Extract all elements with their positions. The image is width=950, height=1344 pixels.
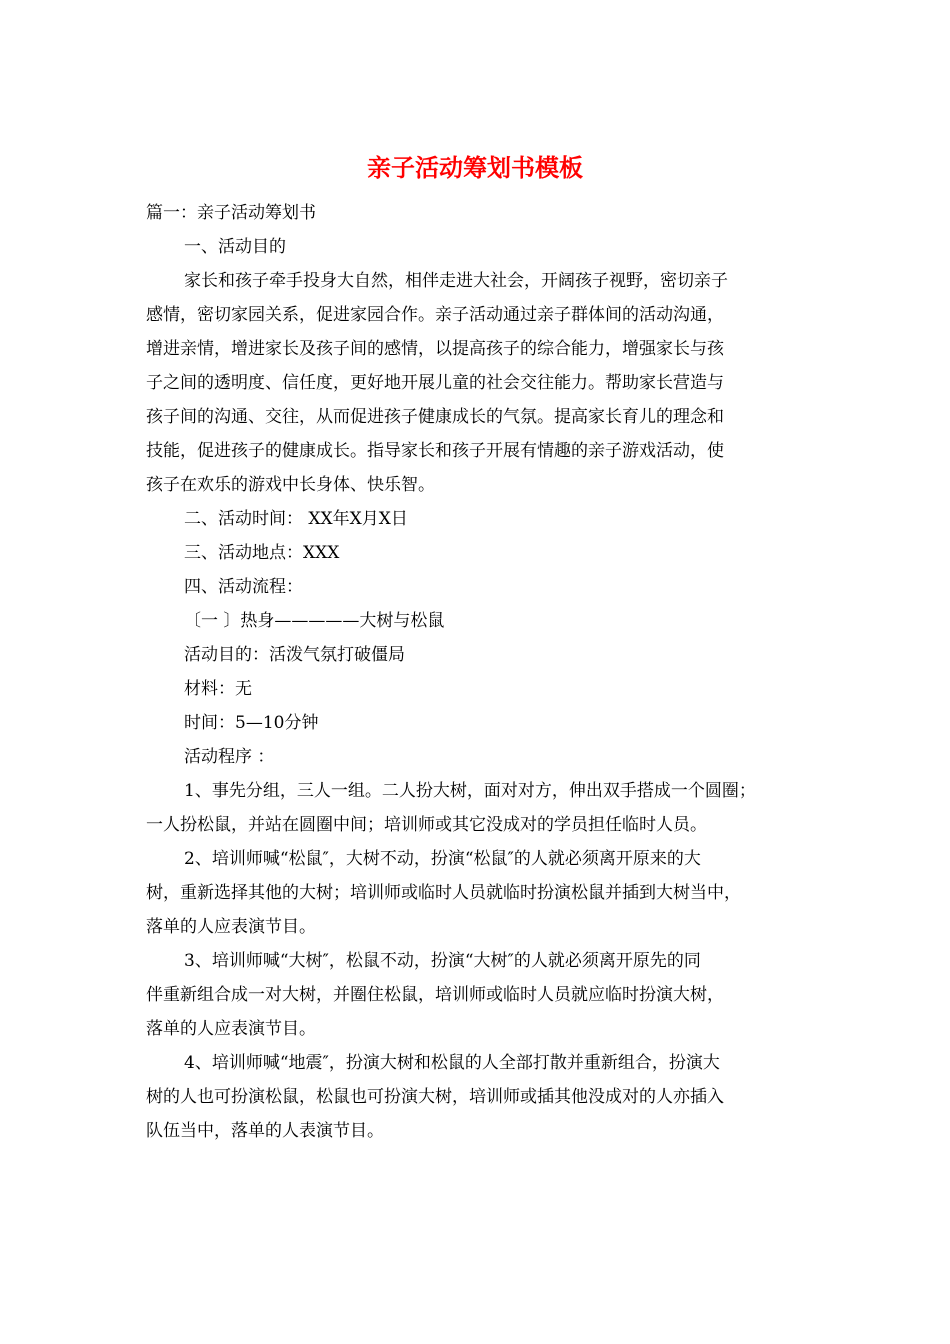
text-line: 子之间的透明度、信任度，更好地开展儿童的社会交往能力。帮助家长营造与: [146, 373, 724, 393]
text-line: 孩子在欢乐的游戏中长身体、快乐智。: [146, 475, 435, 495]
document-title: 亲子活动筹划书模板: [367, 153, 583, 182]
text-line: 落单的人应表演节目。: [146, 917, 316, 937]
text-line: 树，重新选择其他的大树；培训师或临时人员就临时扮演松鼠并插到大树当中，: [146, 883, 741, 903]
text-line: 1、事先分组，三人一组。二人扮大树，面对对方，伸出双手搭成一个圆圈；: [184, 781, 756, 801]
text-line: 一、活动目的: [184, 237, 286, 257]
text-line: 感情，密切家园关系，促进家园合作。亲子活动通过亲子群体间的活动沟通，: [146, 305, 724, 325]
text-line: 技能，促进孩子的健康成长。指导家长和孩子开展有情趣的亲子游戏活动，使: [146, 441, 724, 461]
text-line: 篇一：亲子活动筹划书: [146, 203, 316, 223]
text-line: 家长和孩子牵手投身大自然，相伴走进大社会，开阔孩子视野，密切亲子: [184, 271, 728, 291]
text-line: 队伍当中，落单的人表演节目。: [146, 1121, 384, 1141]
text-line: 材料：无: [184, 679, 252, 699]
text-line: 3、培训师喊“大树″，松鼠不动，扮演“大树″的人就必须离开原先的同: [184, 951, 701, 971]
text-line: 增进亲情，增进家长及孩子间的感情，以提高孩子的综合能力，增强家长与孩: [146, 339, 724, 359]
text-line: 四、活动流程：: [184, 577, 303, 597]
text-line: 2、培训师喊“松鼠″，大树不动，扮演“松鼠″的人就必须离开原来的大: [184, 849, 701, 869]
text-line: 树的人也可扮演松鼠，松鼠也可扮演大树，培训师或插其他没成对的人亦插入: [146, 1087, 724, 1107]
text-line: 一人扮松鼠，并站在圆圈中间；培训师或其它没成对的学员担任临时人员。: [146, 815, 707, 835]
text-line: 孩子间的沟通、交往，从而促进孩子健康成长的气氛。提高家长育儿的理念和: [146, 407, 724, 427]
text-line: 活动程序 ：: [184, 747, 275, 767]
document-body: [146, 196, 826, 1148]
text-line: 〔一 〕热身—————大树与松鼠: [184, 611, 445, 631]
text-line: 4、培训师喊“地震″，扮演大树和松鼠的人全部打散并重新组合，扮演大: [184, 1053, 720, 1073]
text-line: 落单的人应表演节目。: [146, 1019, 316, 1039]
text-line: 活动目的：活泼气氛打破僵局: [184, 645, 405, 665]
text-line: 伴重新组合成一对大树，并圈住松鼠，培训师或临时人员就应临时扮演大树，: [146, 985, 724, 1005]
text-line: 三、活动地点：XXX: [184, 543, 340, 563]
text-line: 时间：5—10分钟: [184, 713, 319, 733]
text-line: 二、活动时间： XX年X月X日: [184, 509, 408, 529]
